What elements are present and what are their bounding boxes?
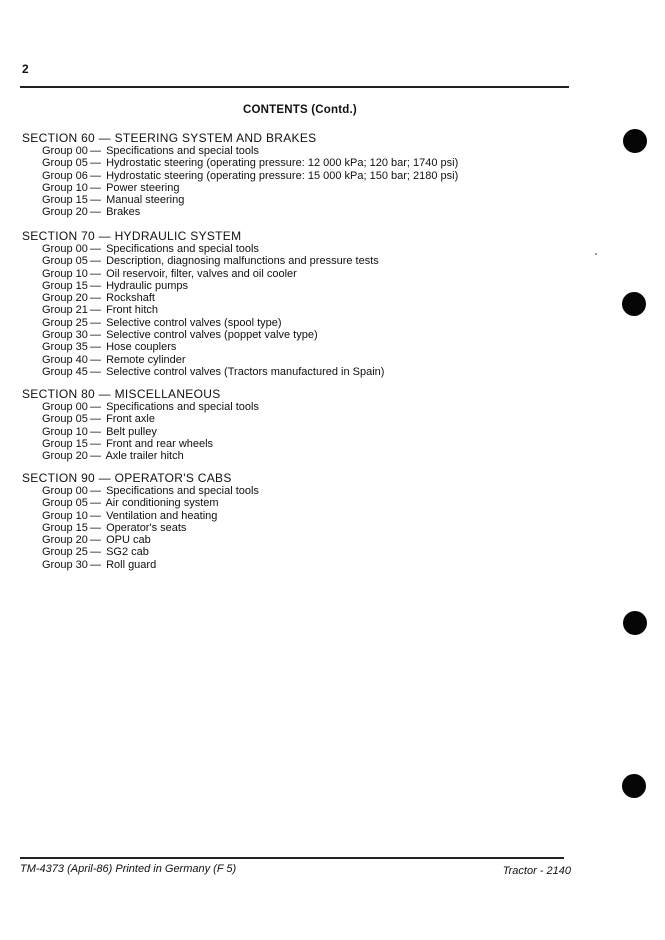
group-title: Air conditioning system — [105, 497, 219, 510]
group-separator: — — [90, 181, 101, 194]
group-title: Front and rear wheels — [106, 437, 214, 450]
group-separator: — — [90, 316, 101, 329]
group-label: Group 05 — [42, 255, 88, 268]
section-heading: SECTION 60 — STEERING SYSTEM AND BRAKES — [22, 131, 317, 145]
group-title: Brakes — [106, 206, 141, 219]
section-90 — [22, 472, 259, 571]
group-separator: — — [90, 425, 101, 438]
list-item — [22, 329, 384, 341]
group-label: Group 10 — [42, 267, 88, 280]
group-title: Belt pulley — [106, 425, 157, 438]
list-item — [22, 510, 259, 522]
list-item — [22, 280, 384, 292]
section-heading: SECTION 80 — MISCELLANEOUS — [22, 387, 221, 401]
list-item — [22, 243, 384, 255]
section-70 — [22, 230, 384, 378]
list-item — [22, 450, 259, 462]
group-title: Operator's seats — [106, 521, 187, 534]
group-title: Description, diagnosing malfunctions and pressure tests — [106, 255, 379, 268]
group-label: Group 30 — [42, 558, 88, 571]
group-title: OPU cab — [106, 534, 151, 547]
group-title: Selective control valves (poppet valve type) — [106, 329, 318, 342]
list-item — [22, 304, 384, 316]
list-item — [22, 546, 259, 558]
group-label: Group 10 — [42, 425, 88, 438]
group-separator: — — [90, 437, 101, 450]
group-label: Group 30 — [42, 329, 88, 342]
list-item — [22, 292, 384, 304]
group-title: Specifications and special tools — [106, 485, 259, 497]
group-label: Group 40 — [42, 353, 88, 366]
group-label: Group 00 — [42, 145, 88, 157]
group-separator: — — [90, 401, 101, 413]
group-separator: — — [90, 145, 101, 157]
list-item — [22, 354, 384, 366]
group-title: Selective control valves (Tractors manufactured in Spain) — [106, 365, 385, 378]
list-item — [22, 206, 458, 218]
group-title: Ventilation and heating — [106, 509, 218, 522]
group-label: Group 15 — [42, 521, 88, 534]
footer-publication-info: TM-4373 (April-86) Printed in Germany (F 5) — [20, 863, 237, 875]
group-title: Rockshaft — [106, 292, 155, 305]
list-item — [22, 485, 259, 497]
group-separator: — — [90, 521, 101, 534]
punch-hole — [622, 292, 646, 316]
group-title: Front hitch — [106, 304, 159, 317]
list-item — [22, 534, 259, 546]
group-label: Group 00 — [42, 401, 88, 413]
group-title: Hose couplers — [106, 341, 177, 354]
list-item — [22, 559, 259, 571]
list-item — [22, 255, 384, 267]
group-label: Group 05 — [42, 413, 88, 426]
group-separator: — — [90, 157, 101, 170]
section-heading: SECTION 70 — HYDRAULIC SYSTEM — [22, 229, 242, 243]
section-60 — [22, 132, 458, 219]
page-title: CONTENTS (Contd.) — [243, 104, 357, 116]
group-title: Hydrostatic steering (operating pressure: 15 000 kPa; 150 bar; 2180 psi) — [106, 169, 459, 182]
footer-manual-title: Tractor - 2140 — [502, 865, 571, 877]
group-label: Group 10 — [42, 181, 88, 194]
group-title: Remote cylinder — [106, 353, 186, 366]
group-separator: — — [90, 279, 101, 292]
group-separator: — — [90, 341, 101, 354]
group-separator: — — [90, 485, 101, 497]
header-rule — [20, 86, 569, 88]
group-title: Power steering — [106, 181, 180, 194]
group-separator: — — [90, 497, 101, 510]
footer-rule — [20, 857, 564, 859]
group-separator: — — [90, 558, 101, 571]
punch-hole — [623, 611, 647, 635]
group-title: Axle trailer hitch — [105, 450, 184, 463]
group-label: Group 06 — [42, 169, 88, 182]
group-label: Group 15 — [42, 437, 88, 450]
group-label: Group 15 — [42, 194, 88, 207]
group-title: Specifications and special tools — [106, 145, 259, 157]
section-80 — [22, 388, 259, 462]
group-separator: — — [90, 206, 101, 219]
group-title: Specifications and special tools — [106, 401, 259, 413]
group-label: Group 45 — [42, 365, 88, 378]
group-label: Group 10 — [42, 509, 88, 522]
group-label: Group 00 — [42, 485, 88, 497]
group-separator: — — [90, 267, 101, 280]
group-separator: — — [90, 353, 101, 366]
list-item — [22, 145, 458, 157]
group-title: Front axle — [106, 413, 155, 426]
group-separator: — — [90, 546, 101, 559]
list-item — [22, 438, 259, 450]
group-separator: — — [90, 255, 101, 268]
list-item — [22, 413, 259, 425]
list-item — [22, 317, 384, 329]
list-item — [22, 522, 259, 534]
punch-hole — [622, 774, 646, 798]
group-title: Hydraulic pumps — [106, 279, 188, 292]
group-separator: — — [90, 534, 101, 547]
group-label: Group 35 — [42, 341, 88, 354]
list-item — [22, 268, 384, 280]
list-item — [22, 426, 259, 438]
group-separator: — — [90, 194, 101, 207]
group-separator: — — [90, 169, 101, 182]
group-label: Group 21 — [42, 304, 88, 317]
group-title: Selective control valves (spool type) — [106, 316, 282, 329]
group-label: Group 05 — [42, 497, 88, 510]
group-label: Group 20 — [42, 206, 88, 219]
group-title: Roll guard — [106, 558, 157, 571]
group-label: Group 00 — [42, 243, 88, 255]
scan-speck — [595, 253, 597, 255]
group-title: Hydrostatic steering (operating pressure: 12 000 kPa; 120 bar; 1740 psi) — [106, 157, 459, 170]
section-heading: SECTION 90 — OPERATOR'S CABS — [22, 471, 232, 485]
group-title: Oil reservoir, filter, valves and oil cooler — [106, 267, 297, 280]
group-title: Manual steering — [106, 194, 185, 207]
group-label: Group 25 — [42, 316, 88, 329]
list-item — [22, 194, 458, 206]
group-separator: — — [90, 413, 101, 426]
list-item — [22, 157, 458, 169]
group-title: SG2 cab — [106, 546, 149, 559]
list-item — [22, 366, 384, 378]
group-label: Group 15 — [42, 279, 88, 292]
list-item — [22, 401, 259, 413]
group-separator: — — [90, 243, 101, 255]
group-separator: — — [90, 292, 101, 305]
group-separator: — — [90, 450, 101, 463]
list-item — [22, 182, 458, 194]
group-separator: — — [90, 329, 101, 342]
group-title: Specifications and special tools — [106, 243, 259, 255]
group-label: Group 20 — [42, 292, 88, 305]
group-label: Group 20 — [42, 450, 88, 463]
punch-hole — [623, 129, 647, 153]
list-item — [22, 497, 259, 509]
group-label: Group 20 — [42, 534, 88, 547]
page-number: 2 — [22, 62, 29, 76]
group-separator: — — [90, 304, 101, 317]
group-separator: — — [90, 365, 101, 378]
group-separator: — — [90, 509, 101, 522]
group-label: Group 25 — [42, 546, 88, 559]
group-label: Group 05 — [42, 157, 88, 170]
list-item — [22, 170, 458, 182]
list-item — [22, 341, 384, 353]
